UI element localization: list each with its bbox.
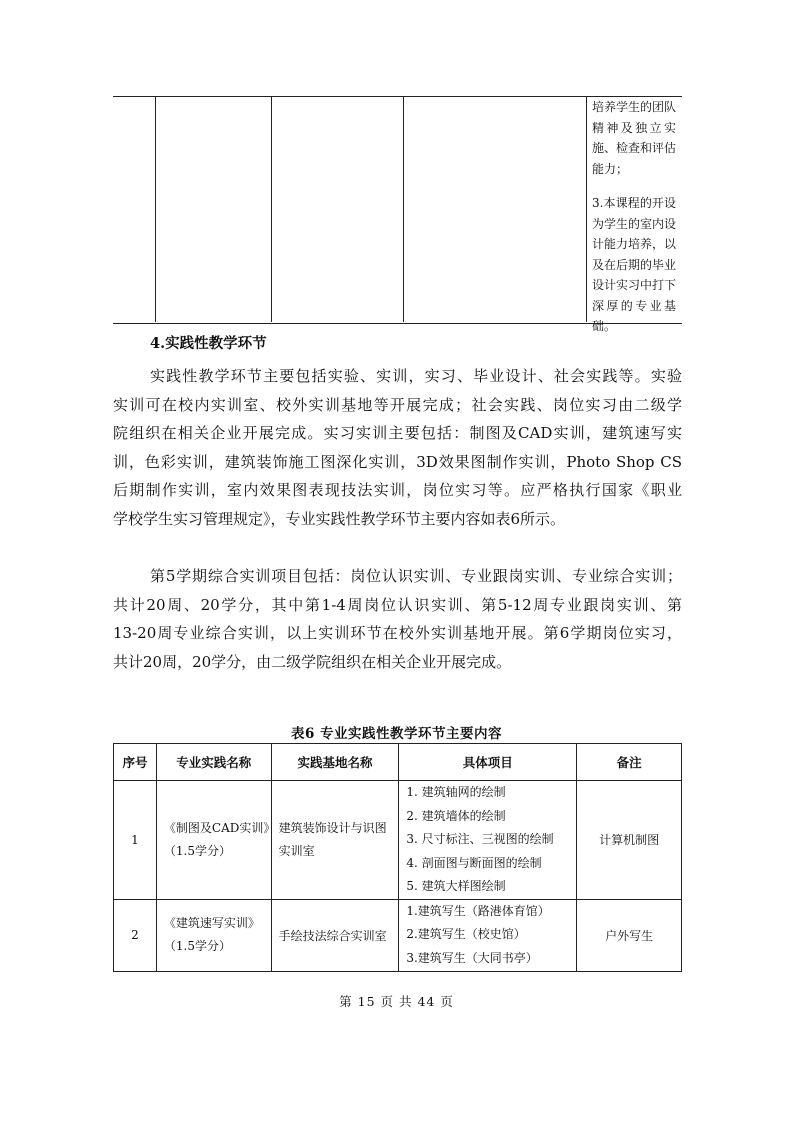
header-cell-note: 备注	[577, 744, 682, 781]
practice-name-cell	[156, 781, 276, 900]
table-header-row	[114, 744, 682, 781]
table-caption: 表6 专业实践性教学环节主要内容	[290, 726, 503, 742]
remarks-line: 设计实习中打下	[592, 278, 677, 292]
paragraph-line: 后期制作实训，室内效果图表现技法实训，岗位实习等。应严格执行国家《职业	[113, 481, 682, 500]
list-item: 1. 建筑轴网的绘制	[406, 785, 506, 799]
practice-name: 《建筑速写实训》	[163, 916, 260, 930]
list-item: 5. 建筑大样图绘制	[406, 879, 506, 893]
base-name-line: 手绘技法综合实训室	[278, 928, 387, 943]
table-row	[114, 899, 682, 971]
projects-cell	[399, 781, 577, 900]
remarks-line: 培养学生的团队	[592, 100, 677, 114]
table-column-divider	[271, 96, 272, 322]
remarks-line: 深厚的专业基	[592, 298, 676, 313]
section-heading: 4.实践性教学环节	[150, 335, 267, 352]
base-name-cell	[271, 781, 399, 900]
page-number-footer: 第 15 页 共 44 页	[339, 994, 454, 1009]
remarks-line: 施、检查和评估	[592, 141, 677, 155]
remarks-line: 为学生的室内设	[592, 216, 677, 231]
remarks-line: 3.本课程的开设	[592, 196, 676, 210]
list-item: 3. 尺寸标注、三视图的绘制	[406, 832, 554, 846]
note-cell: 户外写生	[577, 899, 682, 971]
base-name-cell	[271, 899, 399, 971]
table-column-divider	[586, 96, 587, 322]
base-name-line: 实训室	[278, 843, 315, 858]
paragraph-line: 实训可在校内实训室、校外实训基地等开展完成；社会实践、岗位实习由二级学	[113, 395, 682, 414]
table-row	[114, 781, 682, 900]
row-number: 2	[114, 899, 157, 971]
header-cell-practice-name: 专业实践名称	[156, 744, 271, 781]
header-cell-projects: 具体项目	[399, 744, 577, 781]
projects-cell	[399, 899, 577, 971]
remarks-line: 计能力培养，以	[592, 237, 677, 251]
remarks-line: 及在后期的毕业	[592, 257, 677, 272]
remarks-line: 础。	[592, 319, 617, 333]
paragraph-line: 共计20周、20学分，其中第1-4周岗位认识实训、第5-12周专业跟岗实训、第	[113, 595, 682, 614]
projects-list	[406, 900, 576, 971]
remarks-cell-text-1	[592, 97, 676, 179]
list-item: 2. 建筑墙体的绘制	[406, 808, 506, 823]
paragraph-line: 院组织在相关企业开展完成。实习实训主要包括：制图及CAD实训，建筑速写实	[113, 424, 682, 443]
practice-credits: （1.5学分）	[163, 843, 231, 858]
table-column-divider	[155, 96, 156, 322]
paragraph-line: 学校学生实习管理规定》，专业实践性教学环节主要内容如表6所示。	[113, 509, 566, 528]
paragraph-practice-overview	[113, 362, 682, 534]
remarks-cell-text-2	[592, 193, 676, 337]
list-item: 4. 剖面图与断面图的绘制	[406, 855, 542, 870]
base-name-line: 建筑装饰设计与识图	[278, 820, 387, 835]
header-cell-base-name: 实践基地名称	[271, 744, 399, 781]
table-column-divider	[403, 96, 404, 322]
paragraph-line: 共计20周，20学分，由二级学院组织在相关企业开展完成。	[113, 652, 512, 671]
list-item: 1.建筑写生（路港体育馆）	[406, 903, 550, 918]
list-item: 2.建筑写生（校史馆）	[406, 927, 526, 942]
header-cell-no: 序号	[114, 744, 157, 781]
projects-list	[406, 781, 576, 899]
practice-name-cell	[156, 899, 271, 971]
paragraph-line: 实践性教学环节主要包括实验、实训，实习、毕业设计、社会实践等。实验	[150, 367, 682, 385]
remarks-line: 能力；	[592, 161, 629, 176]
row-number: 1	[114, 781, 157, 900]
paragraph-line: 13-20周专业综合实训，以上实训环节在校外实训基地开展。第6学期岗位实习，	[113, 624, 682, 643]
practice-credits: （1.5学分）	[163, 939, 231, 953]
practice-name: 《制图及CAD实训》	[163, 820, 276, 835]
remarks-line: 精神及独立实	[592, 120, 676, 135]
paragraph-line: 训，色彩实训，建筑装饰施工图深化实训，3D效果图制作实训，Photo Shop CS	[113, 452, 682, 471]
paragraph-line: 第5学期综合实训项目包括：岗位认识实训、专业跟岗实训、专业综合实训；	[150, 567, 682, 585]
practice-content-table	[113, 743, 682, 972]
note-cell: 计算机制图	[577, 781, 682, 900]
paragraph-semester-training	[113, 562, 682, 676]
list-item: 3.建筑写生（大同书亭）	[406, 950, 538, 965]
